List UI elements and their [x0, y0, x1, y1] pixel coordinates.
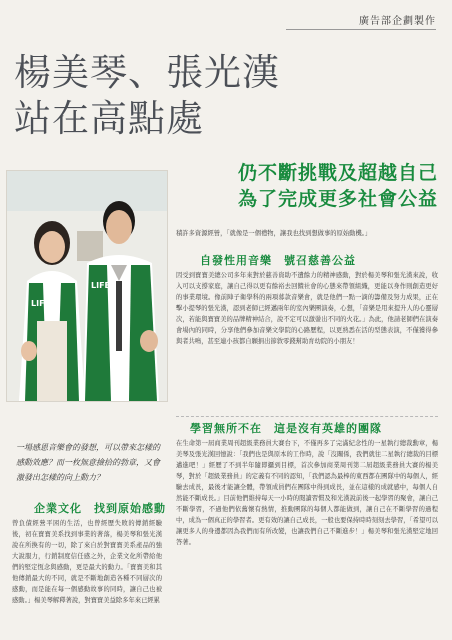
section-body-1: 因受到寶寶美總公司多年來對於慈善資助不遺餘力的精神感動，對於楊美琴和張光漢來說，收入可以支撐家庭，讓自己得以更有餘裕去回饋社會的心態來帶領組織，更能以身作則創造更好的事業環境。像前陣子衛學科的兩項募款音樂會，就是他們一點一滴的籌備及努力成果，正在擊小提琴的張光漢，認到老師已經邁兩年的室內樂團演奏，心想，「音樂是用來提升人的心靈層次，若能與寶寶美的品牌精神結合，說不定可以激盪出不同的火花。」為此，他請老師們在演奏會場內的同時，分享他們參加音樂文學院的心路歷程，以更熟悉在活的型態表演，不僅獲得參與者共鳴，甚至連小孩都自願捐出節敘零錢幫助育幼院的小朋友！	[176, 272, 438, 345]
section-body-0: 曾負債經營平困的生活，也曾經歷失敗的傳銷經驗後，初在寶寶美系找到事業的著落，楊美琴和張光漢說在所換有的一切，除了來自於對寶寶美系產品的強大說服力，行銷制度信任感之外，企業文化所帶給他們的堅定恆念與感動，更是最大的動力。「寶寶美和其他傳銷最大的不同，就是不斷地創造各種不同層次的感動，而是能在每一個感動故事的同時，讓自己也被感動。」楊美琴解釋著說，對寶寶美益除多年來已經累	[12, 520, 162, 604]
intro-paragraph: 積許多資源經營，「就像是一個禮物，讓我也找到想做事的原始動機。」	[176, 230, 372, 237]
headline-line-1: 楊美琴、張光漢	[14, 51, 280, 94]
credit-label: 廣告部企劃製作	[359, 16, 436, 27]
subhead-line-2: 為了完成更多社會公益	[237, 188, 438, 210]
article-headline	[14, 50, 280, 142]
vest-text-right: LIFE	[91, 281, 111, 290]
portrait-illustration	[7, 171, 167, 401]
section-title-0: 企業文化 找到原始感動	[34, 502, 166, 515]
vest-text-left: LIFE	[31, 299, 51, 308]
section-body-2: 在生命第一屆商業周刊超級業務員大賽台下，不僅再多了完滿紀念性的一星執行總裁勳章，楊美琴及張光漢回憶說：「我們也是與原本的工作時，說「沒關係，我們就往二星執行總裁的目標邁進吧！」經歷了不到半年隨即攝到目標，首次參加商業周刊第二屆超級業務員大賽的楊美琴，對於「超級業務員」的定義有不同的認知，「我們認為最棒的東西都在團隊中的每個人，經驗去成長，最後才能讓全體，帶領成員們在團隊中得到成長，並在這樣的成就感中，每個人自然能不斷成長。」目前他們維持每天一小時的閱讀習慣及和光漢說前後一起學習的聚會，讓自己不斷學習，不過他們依舊懷有熱情，推動團隊的每個人都能做到，讓自己在不斷學習的過程中，成為一個真正的學習者。更有效的讓自己成長，一般也要保持時時刻刻去學習，「希望可以讓更多人的身邊都因為我們而有所改變，也讓我們自己不斷進步！」楊美琴和張光漢堅定地回答著。	[176, 440, 438, 546]
portrait-photo	[6, 170, 168, 402]
section-title-2: 學習無所不在 這是沒有英雄的團隊	[190, 422, 382, 435]
subhead-line-1: 仍不斷挑戰及超越自己	[237, 162, 438, 184]
headline-line-2: 站在高點處	[14, 97, 204, 140]
credit-divider	[286, 29, 436, 30]
section-divider	[176, 416, 438, 417]
pull-quote: 一場感恩音樂會的發想，可以帶來怎樣的感動效應？而一枚無意撿拾的勃章，又會激發出怎樣的向上動力？	[16, 443, 160, 482]
article-subheadline	[238, 160, 438, 212]
section-title-1: 自發性用音樂 號召慈善公益	[200, 254, 356, 267]
